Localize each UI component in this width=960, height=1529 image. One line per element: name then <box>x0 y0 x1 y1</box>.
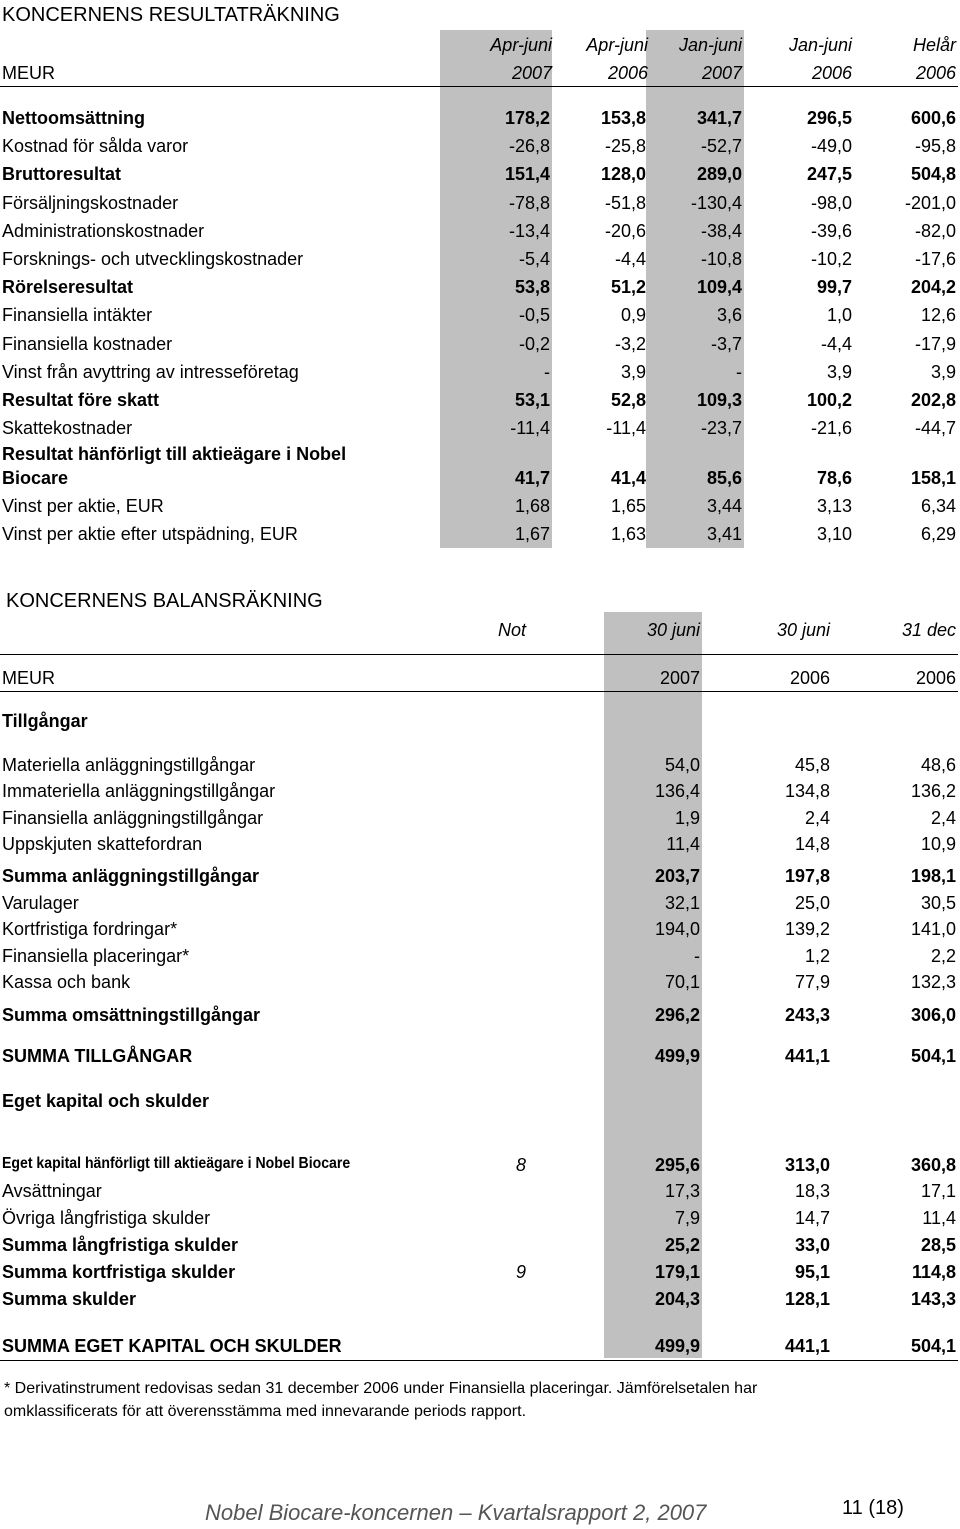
income-col-year-2: 2007 <box>701 63 742 83</box>
row-value: 141,0 <box>910 919 956 939</box>
row-value: 3,13 <box>816 496 852 516</box>
row-value: 198,1 <box>910 866 956 886</box>
row-value: 143,3 <box>910 1289 956 1309</box>
row-value: -49,0 <box>810 136 852 157</box>
income-col-year-3: 2006 <box>811 63 852 83</box>
row-note: 8 <box>515 1155 526 1175</box>
row-label: Övriga långfristiga skulder <box>2 1208 211 1228</box>
row-value: 51,2 <box>610 277 646 298</box>
row-value: 25,2 <box>664 1235 700 1255</box>
page-number: 11 (18) <box>842 1497 904 1519</box>
row-label: Finansiella anläggningstillgångar <box>2 808 264 828</box>
row-value: -21,6 <box>810 418 852 439</box>
row-value: 95,1 <box>794 1262 830 1282</box>
table-row <box>0 1155 960 1181</box>
row-value: 136,4 <box>654 781 700 801</box>
row-value: 3,9 <box>620 361 646 382</box>
row-label: Bruttoresultat <box>2 164 122 185</box>
row-value: -82,0 <box>914 220 956 241</box>
row-note: 9 <box>515 1262 526 1282</box>
income-header-rule <box>0 86 958 87</box>
income-col-period-0: Apr-juni <box>490 35 552 55</box>
row-value: -4,4 <box>614 249 646 269</box>
row-value: 2,2 <box>930 946 956 966</box>
table-row <box>0 1005 960 1031</box>
row-value: 33,0 <box>794 1235 830 1255</box>
row-label: Summa omsättningstillgångar <box>2 1005 261 1025</box>
row-value: 0,9 <box>620 305 646 326</box>
total-equity-2006jun: 441,1 <box>784 1336 830 1356</box>
row-value: 1,63 <box>610 524 646 544</box>
footnote-line2: omklassificerats för att överensstämma med innevarande periods rapport. <box>4 1403 527 1420</box>
income-col-period-3: Jan-juni <box>788 35 852 55</box>
row-value: -51,8 <box>604 192 646 213</box>
total-assets-row <box>0 1046 960 1072</box>
row-value: 45,8 <box>794 755 830 775</box>
row-label: Skattekostnader <box>2 418 133 439</box>
row-label: Finansiella placeringar* <box>2 946 190 966</box>
row-value: 77,9 <box>794 972 830 992</box>
row-value: 1,67 <box>514 524 550 544</box>
row-value: -38,4 <box>700 220 742 241</box>
table-row <box>0 524 960 550</box>
row-value: 128,0 <box>600 164 646 185</box>
balance-top-rule <box>0 654 958 655</box>
row-label: Summa kortfristiga skulder <box>2 1262 236 1282</box>
balance-col-year-0: 2007 <box>659 668 700 688</box>
row-value: 53,8 <box>514 277 550 298</box>
row-value: 52,8 <box>610 390 646 410</box>
row-value: 1,0 <box>826 305 852 326</box>
attrib-value: 78,6 <box>816 468 852 488</box>
attrib-value: 85,6 <box>706 468 742 488</box>
income-unit: MEUR <box>2 63 55 83</box>
row-label: Summa skulder <box>2 1289 137 1309</box>
table-row <box>0 362 960 388</box>
balance-unit: MEUR <box>2 668 55 688</box>
row-label: Rörelseresultat <box>2 277 134 298</box>
table-row <box>0 808 960 834</box>
attrib-value: 158,1 <box>910 468 956 488</box>
table-row <box>0 1181 960 1207</box>
row-value: 1,65 <box>610 496 646 516</box>
row-value: -3,2 <box>614 333 646 354</box>
row-label: Vinst per aktie efter utspädning, EUR <box>2 524 298 544</box>
row-value: 203,7 <box>654 866 700 886</box>
row-value: 2,4 <box>930 808 956 828</box>
row-value: 11,4 <box>922 1208 956 1228</box>
row-label: Finansiella kostnader <box>2 333 173 354</box>
row-label: Finansiella intäkter <box>2 305 153 326</box>
table-row <box>0 496 960 522</box>
row-value: 28,5 <box>920 1235 956 1255</box>
row-value: 3,9 <box>826 361 852 382</box>
row-value: 3,10 <box>816 524 852 544</box>
row-value: 48,6 <box>920 755 956 775</box>
row-value: 204,3 <box>654 1289 700 1309</box>
table-row <box>0 221 960 247</box>
total-assets-2007: 499,9 <box>654 1046 700 1066</box>
balance-col-year-1: 2006 <box>789 668 830 688</box>
balance-unit-rule <box>0 691 958 692</box>
row-label: Summa anläggningstillgångar <box>2 866 260 886</box>
row-value: -52,7 <box>700 136 742 157</box>
table-row <box>0 249 960 275</box>
income-col-year-0: 2007 <box>511 63 552 83</box>
total-assets-label: SUMMA TILLGÅNGAR <box>2 1046 193 1066</box>
row-value: 70,1 <box>664 972 700 992</box>
row-value: 10,9 <box>920 834 956 854</box>
row-value: - <box>736 361 742 382</box>
row-value: 243,3 <box>784 1005 830 1025</box>
table-row <box>0 893 960 919</box>
row-value: -5,4 <box>518 249 550 269</box>
row-value: 600,6 <box>910 108 956 128</box>
row-value: 1,2 <box>804 946 830 966</box>
income-col-period-4: Helår <box>912 35 956 55</box>
row-label: Eget kapital hänförligt till aktieägare i Nobel Biocare <box>2 1155 351 1172</box>
row-value: 17,1 <box>920 1181 956 1201</box>
row-value: 134,8 <box>784 781 830 801</box>
equity-heading: Eget kapital och skulder <box>2 1091 210 1111</box>
table-row <box>0 277 960 303</box>
row-value: 179,1 <box>654 1262 700 1282</box>
row-value: 99,7 <box>816 277 852 298</box>
table-row <box>0 136 960 162</box>
row-value: 306,0 <box>910 1005 956 1025</box>
row-value: 11,4 <box>666 834 700 854</box>
balance-col-date-2: 31 dec <box>901 620 956 640</box>
table-row <box>0 390 960 416</box>
row-value: 3,41 <box>706 524 742 544</box>
row-label: Vinst per aktie, EUR <box>2 496 164 516</box>
row-value: -11,4 <box>606 418 646 439</box>
table-row <box>0 1262 960 1288</box>
row-label: Uppskjuten skattefordran <box>2 834 203 854</box>
row-value: 204,2 <box>910 277 956 298</box>
row-value: -98,0 <box>810 192 852 213</box>
income-col-year-4: 2006 <box>915 63 956 83</box>
balance-col-date-0: 30 juni <box>646 620 700 640</box>
table-row <box>0 755 960 781</box>
table-row <box>0 866 960 892</box>
row-value: 360,8 <box>910 1155 956 1175</box>
row-value: 128,1 <box>784 1289 830 1309</box>
row-value: 132,3 <box>910 972 956 992</box>
table-row <box>0 946 960 972</box>
row-value: 17,3 <box>664 1181 700 1201</box>
income-col-period-2: Jan-juni <box>678 35 742 55</box>
not-header: Not <box>497 620 526 640</box>
row-value: -130,4 <box>690 192 742 213</box>
assets-heading: Tillgångar <box>2 711 88 731</box>
table-row <box>0 305 960 331</box>
balance-col-date-1: 30 juni <box>776 620 830 640</box>
row-value: 30,5 <box>920 893 956 913</box>
table-row <box>0 834 960 860</box>
report-footer: Nobel Biocare-koncernen – Kvartalsrapport 2, 2007 <box>205 1500 707 1525</box>
row-value: 6,34 <box>920 496 956 516</box>
row-value: 202,8 <box>910 390 956 410</box>
row-value: 194,0 <box>654 919 700 939</box>
row-value: 289,0 <box>696 164 742 185</box>
row-value: 151,4 <box>504 164 550 185</box>
footnote-line1: * Derivatinstrument redovisas sedan 31 december 2006 under Finansiella placeringar. Jämförelsetalen har <box>4 1380 758 1397</box>
table-row <box>0 1235 960 1261</box>
table-row <box>0 1208 960 1234</box>
row-label: Nettoomsättning <box>2 108 145 128</box>
row-value: -3,7 <box>710 333 742 354</box>
row-value: 504,8 <box>910 164 956 185</box>
row-value: 18,3 <box>794 1181 830 1201</box>
row-value: 3,44 <box>706 496 742 516</box>
row-value: -39,6 <box>810 220 852 241</box>
attrib-label-line1: Resultat hänförligt till aktieägare i Nobel <box>2 444 347 464</box>
attrib-value: 41,7 <box>514 468 550 488</box>
row-value: 296,5 <box>806 108 852 128</box>
balance-title: KONCERNENS BALANSRÄKNING <box>6 590 323 612</box>
table-row <box>0 164 960 190</box>
row-label: Administrationskostnader <box>2 220 205 241</box>
total-assets-2006jun: 441,1 <box>784 1046 830 1066</box>
row-value: - <box>544 361 550 382</box>
row-value: 136,2 <box>910 781 956 801</box>
row-value: 295,6 <box>654 1155 700 1175</box>
row-value: -10,2 <box>810 249 852 269</box>
row-value: 109,3 <box>696 390 742 410</box>
row-value: 247,5 <box>806 164 852 185</box>
row-value: -17,9 <box>914 333 956 354</box>
row-label: Kassa och bank <box>2 972 131 992</box>
balance-col-year-2: 2006 <box>915 668 956 688</box>
row-value: 12,6 <box>920 305 956 326</box>
row-value: 100,2 <box>806 390 852 410</box>
row-value: -10,8 <box>700 249 742 269</box>
row-label: Kostnad för sålda varor <box>2 136 189 157</box>
total-equity-2007: 499,9 <box>654 1336 700 1356</box>
row-value: 53,1 <box>514 390 550 410</box>
row-label: Resultat före skatt <box>2 390 160 410</box>
row-value: -44,7 <box>914 418 956 439</box>
row-value: 296,2 <box>654 1005 700 1025</box>
row-value: 3,6 <box>716 305 742 326</box>
row-value: -201,0 <box>904 192 956 213</box>
row-label: Kortfristiga fordringar* <box>2 919 178 939</box>
row-label: Varulager <box>2 893 79 913</box>
table-row <box>0 1289 960 1315</box>
row-value: 153,8 <box>600 108 646 128</box>
income-col-year-1: 2006 <box>607 63 648 83</box>
row-value: 3,9 <box>930 361 956 382</box>
row-value: -4,4 <box>820 333 852 354</box>
table-row <box>0 334 960 360</box>
row-value: -13,4 <box>508 220 550 241</box>
table-row <box>0 919 960 945</box>
row-label: Försäljningskostnader <box>2 192 179 213</box>
row-value: 7,9 <box>674 1208 700 1228</box>
row-value: 14,7 <box>794 1208 830 1228</box>
row-value: 1,9 <box>674 808 700 828</box>
row-value: 109,4 <box>696 277 742 298</box>
total-equity-2006dec: 504,1 <box>910 1336 956 1356</box>
table-row <box>0 108 960 134</box>
row-value: -26,8 <box>508 136 550 157</box>
attrib-row <box>0 468 960 494</box>
total-equity-label: SUMMA EGET KAPITAL OCH SKULDER <box>2 1336 342 1356</box>
row-value: 1,68 <box>514 496 550 516</box>
row-value: 341,7 <box>696 108 742 128</box>
row-label: Immateriella anläggningstillgångar <box>2 781 276 801</box>
attrib-value: 41,4 <box>610 468 646 488</box>
row-value: -11,4 <box>510 418 550 439</box>
row-value: -20,6 <box>604 220 646 241</box>
income-col-period-1: Apr-juni <box>586 35 648 55</box>
row-value: 14,8 <box>794 834 830 854</box>
row-value: -25,8 <box>604 136 646 157</box>
row-value: 139,2 <box>784 919 830 939</box>
row-value: - <box>694 946 700 966</box>
table-row <box>0 972 960 998</box>
row-value: 178,2 <box>504 108 550 128</box>
table-row <box>0 418 960 444</box>
row-value: 197,8 <box>784 866 830 886</box>
table-row <box>0 781 960 807</box>
row-label: Vinst från avyttring av intresseföretag <box>2 361 299 382</box>
row-value: -17,6 <box>914 249 956 269</box>
total-equity-row <box>0 1336 960 1362</box>
row-value: 25,0 <box>794 893 830 913</box>
income-title: KONCERNENS RESULTATRÄKNING <box>2 4 340 26</box>
row-value: 313,0 <box>784 1155 830 1175</box>
row-value: -78,8 <box>508 192 550 213</box>
row-value: 32,1 <box>664 893 700 913</box>
row-label: Materiella anläggningstillgångar <box>2 755 256 775</box>
row-label: Summa långfristiga skulder <box>2 1235 239 1255</box>
row-value: 6,29 <box>920 524 956 544</box>
row-value: 114,8 <box>911 1262 956 1282</box>
row-value: -0,5 <box>518 305 550 326</box>
row-value: -23,7 <box>700 418 742 439</box>
row-value: -95,8 <box>914 136 956 157</box>
row-value: 54,0 <box>664 755 700 775</box>
row-label: Forsknings- och utvecklingskostnader <box>2 249 304 269</box>
attrib-label-line2: Biocare <box>2 468 69 488</box>
row-value: 2,4 <box>804 808 830 828</box>
balance-bottom-rule <box>0 1360 958 1361</box>
row-label: Avsättningar <box>2 1181 102 1201</box>
row-value: -0,2 <box>518 333 550 354</box>
table-row <box>0 193 960 219</box>
total-assets-2006dec: 504,1 <box>910 1046 956 1066</box>
